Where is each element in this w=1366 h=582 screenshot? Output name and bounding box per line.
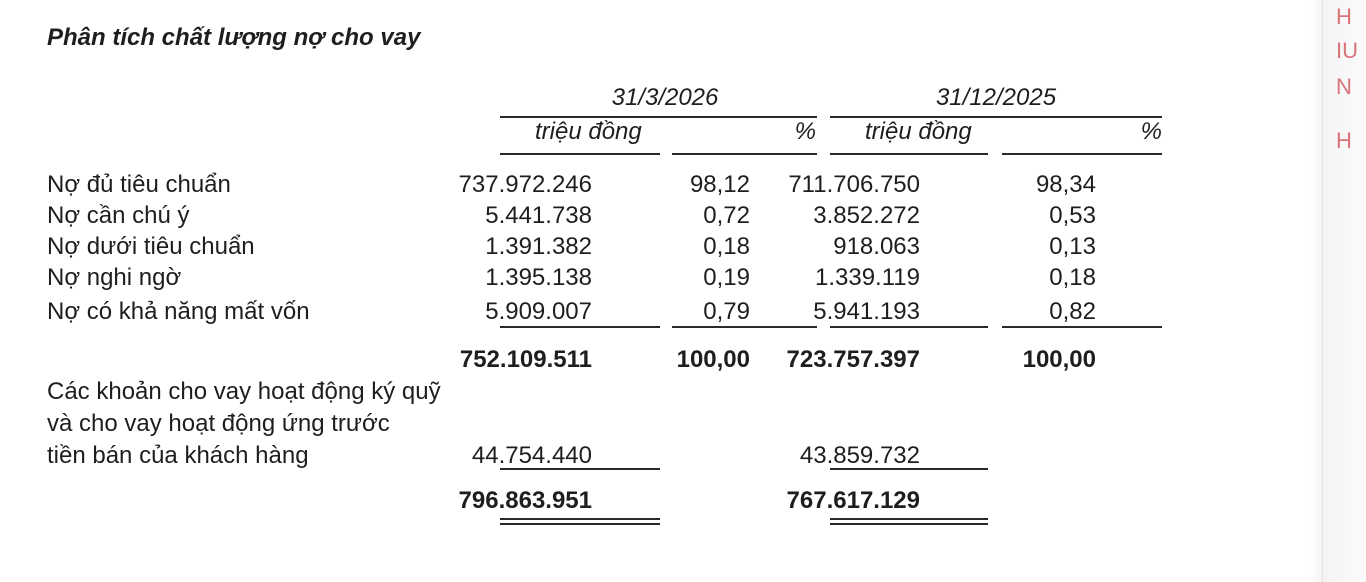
unit-label-1: triệu đồng xyxy=(535,118,642,145)
subtotal-row xyxy=(0,344,1300,376)
row-label: và cho vay hoạt động ứng trước xyxy=(47,410,390,437)
percent-2025: 0,18 xyxy=(1049,264,1096,291)
unit-rule-1a xyxy=(500,153,660,155)
percent-2025: 98,34 xyxy=(1035,171,1096,198)
amount-2025: 5.941.193 xyxy=(813,298,920,325)
subtotal-percent-2025: 100,00 xyxy=(1022,346,1096,373)
subtotal-amount-2025: 723.757.397 xyxy=(786,346,920,373)
subtotal-percent-2026: 100,00 xyxy=(676,346,750,373)
percent-label-2: % xyxy=(1140,118,1162,145)
margin-loans-label-line xyxy=(0,408,1300,440)
subtotal-rule-2a xyxy=(830,326,988,328)
double-rule-1b xyxy=(500,523,660,525)
row-label: Nợ có khả năng mất vốn xyxy=(47,298,310,325)
page-fold-line xyxy=(1322,0,1323,582)
period-header-2: 31/12/2025 xyxy=(935,84,1057,111)
percent-2025: 0,53 xyxy=(1049,202,1096,229)
total-rule-1 xyxy=(500,468,660,470)
amount-2026: 5.909.007 xyxy=(485,298,592,325)
table-row xyxy=(0,231,1300,263)
table-row xyxy=(0,200,1300,232)
stamp-mark: IU xyxy=(1336,38,1358,63)
row-label: tiền bán của khách hàng xyxy=(47,442,309,469)
percent-2026: 0,72 xyxy=(703,202,750,229)
percent-2026: 0,79 xyxy=(703,298,750,325)
unit-rule-2a xyxy=(830,153,988,155)
amount-2026: 1.391.382 xyxy=(485,233,592,260)
percent-2026: 0,18 xyxy=(703,233,750,260)
subtotal-rule-1a xyxy=(500,326,660,328)
total-row xyxy=(0,485,1300,517)
stamp-mark: H xyxy=(1336,128,1352,153)
subtotal-amount-2026: 752.109.511 xyxy=(459,346,592,373)
row-label: Nợ đủ tiêu chuẩn xyxy=(47,171,231,198)
section-title: Phân tích chất lượng nợ cho vay xyxy=(47,24,421,51)
amount-2025: 1.339.119 xyxy=(815,264,920,291)
percent-2026: 98,12 xyxy=(689,171,750,198)
subtotal-rule-1b xyxy=(672,326,817,328)
subtotal-rule-2b xyxy=(1002,326,1162,328)
row-label: Nợ cần chú ý xyxy=(47,202,190,229)
table-row xyxy=(0,262,1300,294)
unit-rule-2b xyxy=(1002,153,1162,155)
stamp-mark: H xyxy=(1336,4,1352,29)
period-header-1: 31/3/2026 xyxy=(611,84,719,111)
unit-rule-1b xyxy=(672,153,817,155)
amount-2025: 711.706.750 xyxy=(788,171,920,198)
amount-2025: 3.852.272 xyxy=(813,202,920,229)
percent-2025: 0,82 xyxy=(1049,298,1096,325)
double-rule-1a xyxy=(500,518,660,520)
double-rule-2a xyxy=(830,518,988,520)
margin-amount-2026: 44.754.440 xyxy=(471,442,592,469)
amount-2026: 5.441.738 xyxy=(485,202,592,229)
percent-2025: 0,13 xyxy=(1049,233,1096,260)
percent-label-1: % xyxy=(794,118,816,145)
row-label: Nợ dưới tiêu chuẩn xyxy=(47,233,255,260)
double-rule-2b xyxy=(830,523,988,525)
percent-2026: 0,19 xyxy=(703,264,750,291)
amount-2026: 1.395.138 xyxy=(485,264,592,291)
total-amount-2025: 767.617.129 xyxy=(786,487,920,514)
unit-label-2: triệu đồng xyxy=(865,118,972,145)
total-rule-2 xyxy=(830,468,988,470)
table-row xyxy=(0,169,1300,201)
row-label: Các khoản cho vay hoạt động ký quỹ xyxy=(47,378,441,405)
stamp-mark: N xyxy=(1336,74,1352,99)
amount-2026: 737.972.246 xyxy=(458,171,592,198)
total-amount-2026: 796.863.951 xyxy=(458,487,592,514)
margin-amount-2025: 43.859.732 xyxy=(799,442,920,469)
amount-2025: 918.063 xyxy=(833,233,920,260)
row-label: Nợ nghi ngờ xyxy=(47,264,182,291)
table-row xyxy=(0,296,1300,328)
margin-loans-label-line xyxy=(0,376,1300,408)
